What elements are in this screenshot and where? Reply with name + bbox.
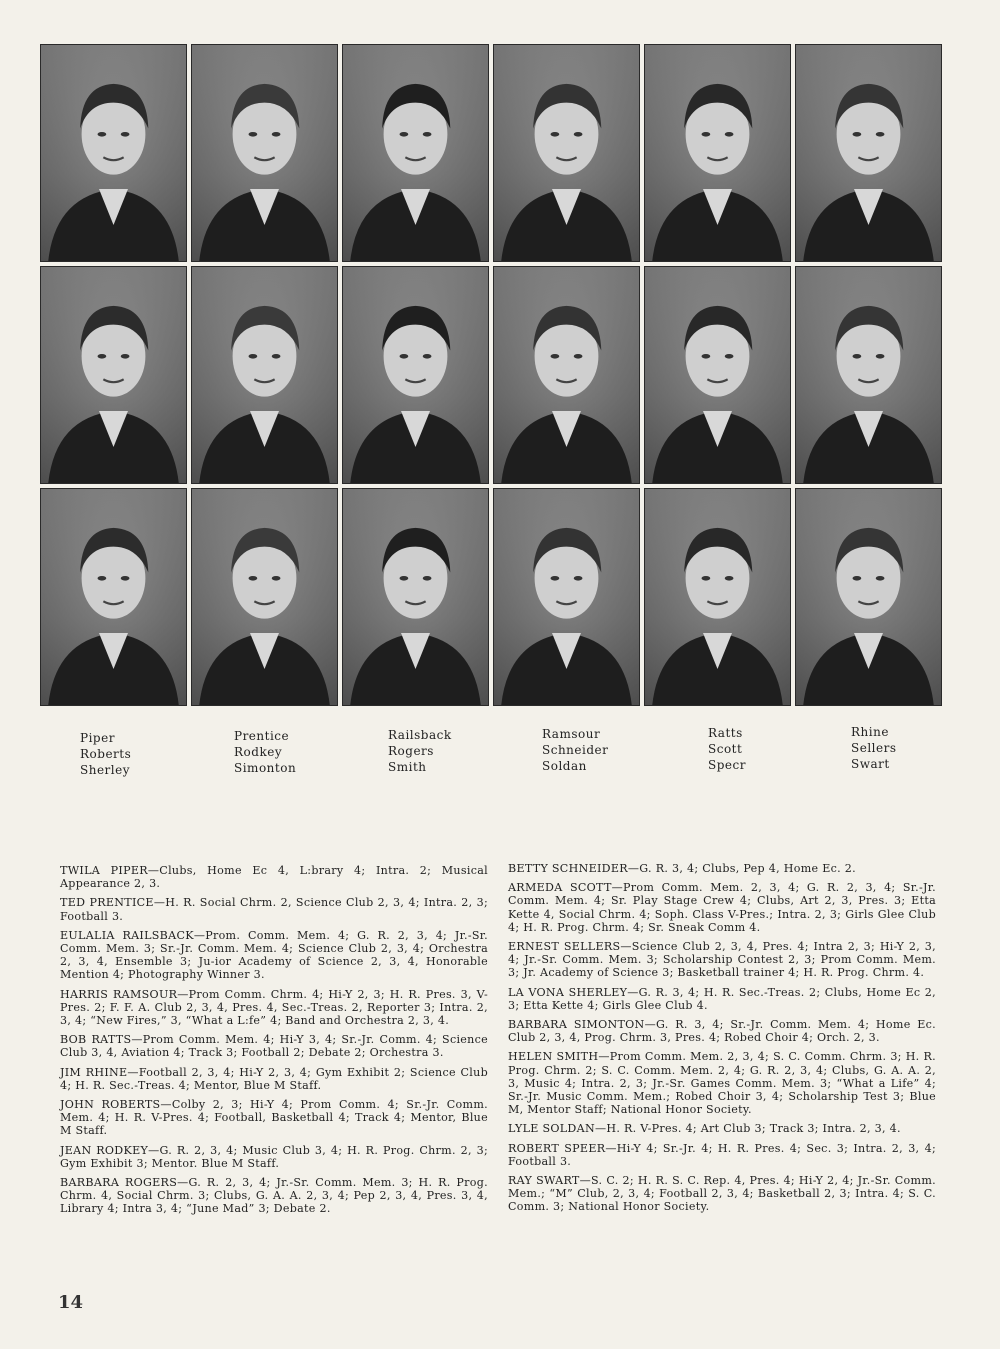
student-bio: RAY SWART—S. C. 2; H. R. S. C. Rep. 4, Pres. 4; Hi-Y 2, 4; Jr.-Sr. Comm. Mem.; “M” Club, 2, 3, 4; Football 2, 3, 4; Basketball 2, 3; Intra. 4; S. C. Comm. 3; National Honor Society. <box>508 1174 936 1214</box>
name-label: Rodkey <box>234 745 283 759</box>
student-bio: LA VONA SHERLEY—G. R. 3, 4; H. R. Sec.-Treas. 2; Clubs, Home Ec 2, 3; Etta Kette 4; Girls Glee Club 4. <box>508 985 936 1012</box>
student-bio: JIM RHINE—Football 2, 3, 4; Hi-Y 2, 3, 4; Gym Exhibit 2; Science Club 4; H. R. Sec.-Treas. 4; Mentor, Blue M Staff. <box>60 1065 488 1092</box>
portrait-silhouette <box>343 45 488 261</box>
student-bio: JOHN ROBERTS—Colby 2, 3; Hi-Y 4; Prom Comm. 4; Sr.-Jr. Comm. Mem. 4; H. R. V-Pres. 4; Football, Basketball 4; Track 4; Mentor, Blue M Staff. <box>60 1098 488 1138</box>
student-portrait <box>40 266 187 484</box>
student-bio: ARMEDA SCOTT—Prom Comm. Mem. 2, 3, 4; G. R. 2, 3, 4; Sr.-Jr. Comm. Mem. 4; Sr. Play Stage Crew 4; Clubs, Art 2, 3, Pres. 3; Etta Kette 4, Social Chrm. 4; Soph. Class V-Pres.; Intra. 2, 3; Girls Glee Club 4; H. R. Prog. Chrm. 4; Sr. Sneak Comm 4. <box>508 881 936 934</box>
student-portrait <box>342 266 489 484</box>
biographies-left-column <box>60 864 488 1222</box>
portrait-silhouette <box>796 45 941 261</box>
name-label: Simonton <box>234 761 297 775</box>
portrait-silhouette <box>41 489 186 705</box>
student-bio: LYLE SOLDAN—H. R. V-Pres. 4; Art Club 3; Track 3; Intra. 2, 3, 4. <box>508 1122 901 1136</box>
portrait-silhouette <box>41 267 186 483</box>
name-column <box>388 727 452 775</box>
student-portrait <box>40 488 187 706</box>
student-portrait <box>644 44 791 262</box>
name-label: Schneider <box>542 743 609 757</box>
name-label: Sherley <box>80 763 131 777</box>
student-bio: TWILA PIPER—Clubs, Home Ec 4, L:brary 4; Intra. 2; Musical Appearance 2, 3. <box>60 864 488 891</box>
name-label: Specr <box>708 758 746 772</box>
portrait-silhouette <box>192 45 337 261</box>
portrait-silhouette <box>796 267 941 483</box>
name-label: Ratts <box>708 726 743 740</box>
name-column <box>851 724 897 772</box>
name-label: Ramsour <box>542 727 601 741</box>
student-bio: BARBARA SIMONTON—G. R. 3, 4; Sr.-Jr. Comm. Mem. 4; Home Ec. Club 2, 3, 4, Prog. Chrm. 3, Pres. 4; Robed Choir 4; Orch. 2, 3. <box>508 1018 936 1045</box>
student-portrait <box>795 44 942 262</box>
name-label: Rogers <box>388 744 434 758</box>
name-label: Railsback <box>388 728 452 742</box>
portrait-silhouette <box>494 45 639 261</box>
portrait-silhouette <box>343 267 488 483</box>
student-bio: ROBERT SPEER—Hi-Y 4; Sr.-Jr. 4; H. R. Pres. 4; Sec. 3; Intra. 2, 3, 4; Football 3. <box>508 1141 936 1168</box>
name-label: Roberts <box>80 747 132 761</box>
name-column <box>708 725 746 773</box>
student-bio: HARRIS RAMSOUR—Prom Comm. Chrm. 4; Hi-Y 2, 3; H. R. Pres. 3, V-Pres. 2; F. F. A. Club 2, 3, 4, Pres. 4, Sec.-Treas. 2, Reporter 3; Intra. 2, 3, 4; “New Fires,” 3, “What a L:fe” 4; Band and Orchestra 2, 3, 4. <box>60 987 488 1028</box>
student-portrait <box>493 44 640 262</box>
name-label: Rhine <box>851 725 889 739</box>
name-label: Scott <box>708 742 743 756</box>
portrait-silhouette <box>645 267 790 483</box>
portrait-silhouette <box>192 489 337 705</box>
name-label: Piper <box>80 731 115 745</box>
student-bio: ERNEST SELLERS—Science Club 2, 3, 4, Pres. 4; Intra 2, 3; Hi-Y 2, 3, 4; Jr.-Sr. Comm. Mem. 3; Scholarship Contest 2, 3; Prom Comm. Mem. 3; Jr. Academy of Science 3; Basketball trainer 4; H. R. Prog. Chrm. 4. <box>508 940 936 980</box>
name-label: Sellers <box>851 741 897 755</box>
student-portrait <box>191 44 338 262</box>
portrait-silhouette <box>192 267 337 483</box>
portrait-silhouette <box>645 489 790 705</box>
student-bio: BOB RATTS—Prom Comm. Mem. 4; Hi-Y 3, 4; Sr.-Jr. Comm. 4; Science Club 3, 4, Aviation 4; Track 3; Football 2; Debate 2; Orchestra 3. <box>60 1033 488 1060</box>
portrait-silhouette <box>645 45 790 261</box>
student-portrait <box>342 44 489 262</box>
name-key <box>0 726 1000 786</box>
portrait-silhouette <box>796 489 941 705</box>
portrait-silhouette <box>494 489 639 705</box>
student-portrait <box>644 488 791 706</box>
portrait-silhouette <box>41 45 186 261</box>
biographies-right-column <box>508 862 936 1220</box>
student-portrait <box>191 266 338 484</box>
page-number: 14 <box>58 1292 84 1313</box>
name-label: Swart <box>851 757 890 771</box>
name-label: Soldan <box>542 759 587 773</box>
photo-grid <box>40 44 942 706</box>
student-bio: JEAN RODKEY—G. R. 2, 3, 4; Music Club 3, 4; H. R. Prog. Chrm. 2, 3; Gym Exhibit 3; Mentor. Blue M Staff. <box>60 1143 488 1170</box>
name-label: Prentice <box>234 729 290 743</box>
portrait-silhouette <box>494 267 639 483</box>
student-bio: BARBARA ROGERS—G. R. 2, 3, 4; Jr.-Sr. Comm. Mem. 3; H. R. Prog. Chrm. 4, Social Chrm. 3; Clubs, G. A. A. 2, 3, 4; Pep 2, 3, 4, Pres. 3, 4, Library 4; Intra 3, 4; “June Mad” 3; Debate 2. <box>60 1176 488 1216</box>
student-portrait <box>644 266 791 484</box>
student-bio: EULALIA RAILSBACK—Prom. Comm. Mem. 4; G. R. 2, 3, 4; Jr.-Sr. Comm. Mem. 3; Sr.-Jr. Comm. Mem. 4; Science Club 2, 3, 4; Orchestra 2, 3, 4, Ensemble 3; Ju-ior Academy of Science 2, 3, 4, Honorable Mention 4; Photography Winner 3. <box>60 928 488 982</box>
portrait-silhouette <box>343 489 488 705</box>
student-portrait <box>342 488 489 706</box>
student-portrait <box>40 44 187 262</box>
name-column <box>542 726 608 774</box>
student-portrait <box>191 488 338 706</box>
student-portrait <box>493 488 640 706</box>
name-column <box>234 728 296 776</box>
student-bio: HELEN SMITH—Prom Comm. Mem. 2, 3, 4; S. C. Comm. Chrm. 3; H. R. Prog. Chrm. 2; S. C. Comm. Mem. 2, 4; G. R. 2, 3, 4; Clubs, G. A. A. 2, 3, Music 4; Intra. 2, 3; Jr.-Sr. Games Comm. Mem. 3; “What a Life” 4; Sr.-Jr. Music Comm. Mem.; Robed Choir 3, 4; Scholarship Test 3; Blue M, Mentor Staff; National Honor Society. <box>508 1050 936 1117</box>
name-column <box>80 730 131 778</box>
student-portrait <box>795 488 942 706</box>
student-bio: TED PRENTICE—H. R. Social Chrm. 2, Science Club 2, 3, 4; Intra. 2, 3; Football 3. <box>60 896 488 923</box>
student-portrait <box>795 266 942 484</box>
student-portrait <box>493 266 640 484</box>
name-label: Smith <box>388 760 427 774</box>
student-bio: BETTY SCHNEIDER—G. R. 3, 4; Clubs, Pep 4, Home Ec. 2. <box>508 862 856 875</box>
